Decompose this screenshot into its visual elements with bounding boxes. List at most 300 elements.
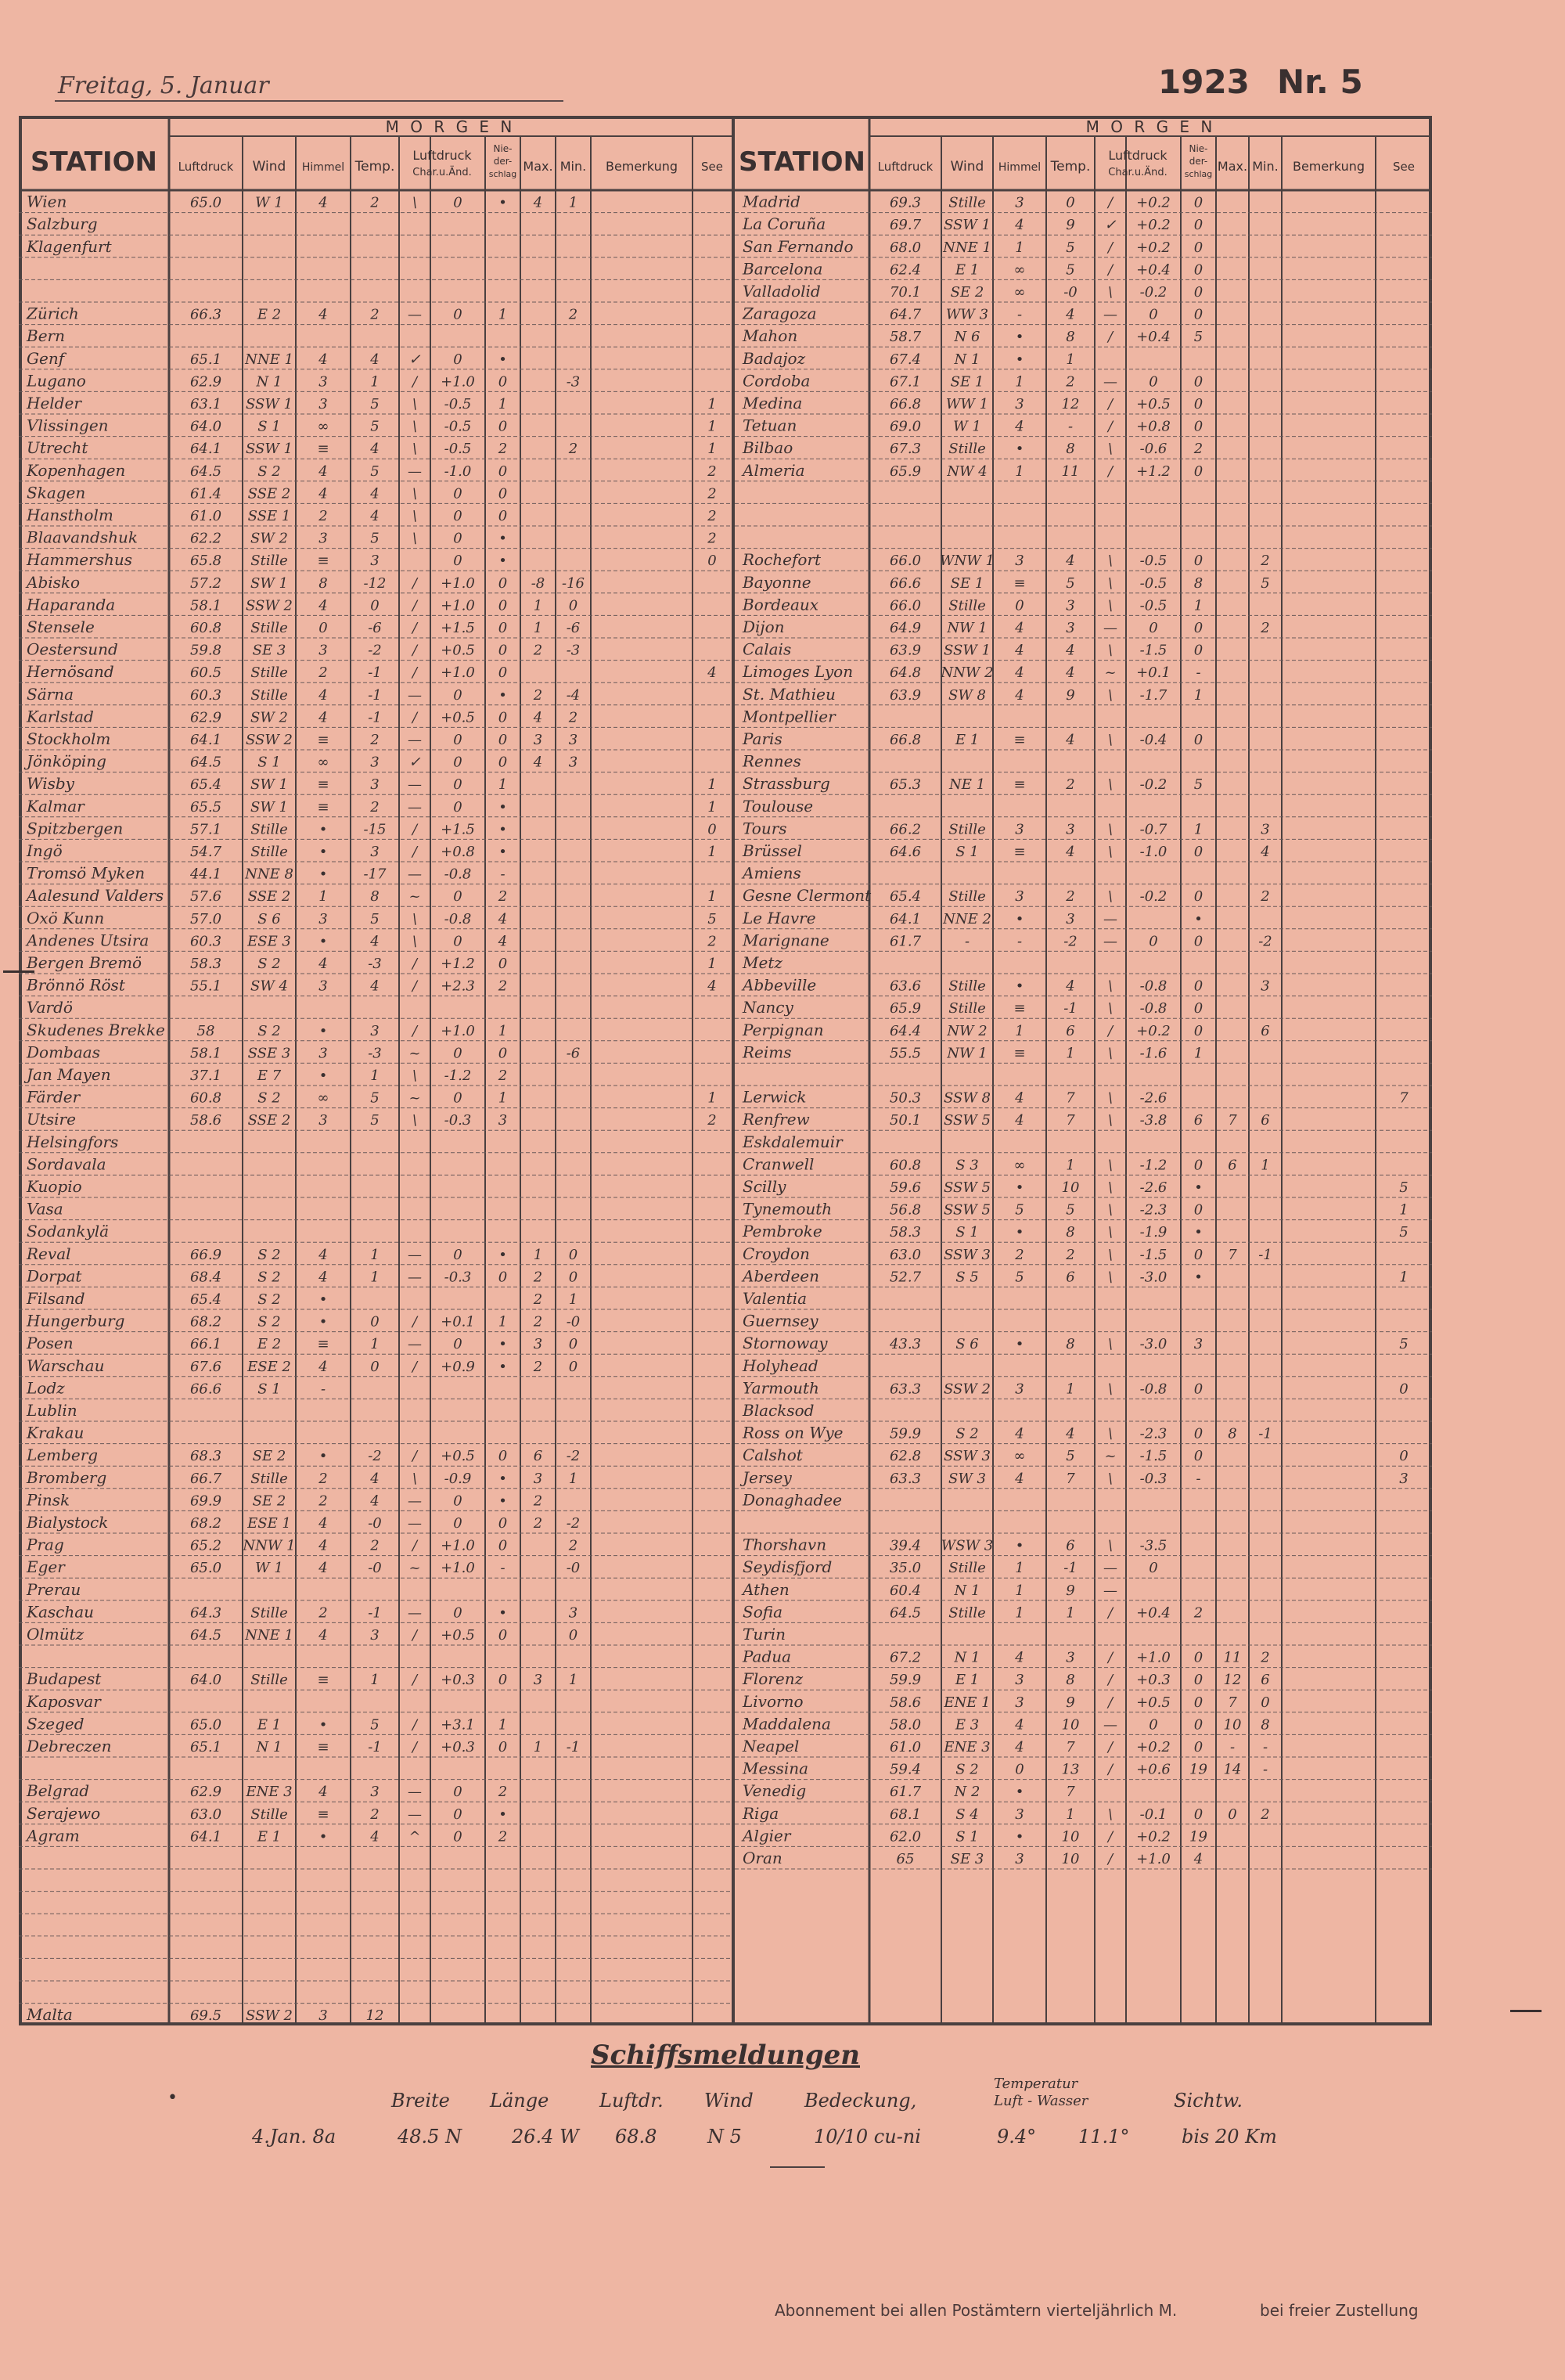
right-cell-luftdruck: 60.8: [889, 1157, 922, 1174]
left-cell-station: Stensele: [27, 618, 95, 636]
left-cell-luftdruck: 62.9: [189, 1784, 222, 1801]
right-cell-min: 6: [1261, 1112, 1270, 1129]
left-cell-station: Posen: [27, 1334, 74, 1353]
right-cell-charval: 0: [1149, 306, 1158, 323]
right-cell-luftdruck: 59.6: [889, 1179, 922, 1196]
left-cell-wind: SSW 1: [245, 441, 293, 458]
right-cell-luftdruck: 59.9: [889, 1425, 922, 1442]
right-cell-charval: +0.2: [1136, 194, 1171, 211]
right-cell-nieder: 0: [1193, 1806, 1203, 1823]
left-cell-luftdruck: 57.1: [189, 821, 222, 838]
left-cell-min: -6: [566, 1045, 581, 1062]
left-cell-luftdruck: 61.4: [189, 485, 222, 502]
right-cell-nieder: -: [1196, 664, 1201, 682]
left-cell-charval: +3.1: [441, 1716, 475, 1734]
left-cell-nieder: 1: [498, 1313, 508, 1330]
right-cell-temp: 7: [1066, 1112, 1075, 1129]
left-cell-min: 2: [568, 306, 578, 323]
right-cell-luftdruck: 63.9: [889, 642, 922, 659]
left-cell-charand: /: [412, 844, 418, 860]
right-cell-himmel: 3: [1015, 1381, 1024, 1398]
right-cell-station: Lerwick: [743, 1087, 807, 1107]
left-cell-temp: 4: [370, 485, 380, 502]
right-cell-luftdruck: 64.1: [889, 910, 922, 927]
left-cell-temp: 0: [370, 597, 380, 614]
left-cell-charval: 0: [453, 1045, 462, 1062]
right-cell-nieder: 0: [1193, 239, 1203, 256]
right-cell-max: 14: [1223, 1761, 1242, 1778]
right-cell-charval: +0.2: [1136, 1739, 1171, 1755]
left-cell-min: 3: [568, 1604, 578, 1622]
right-cell-min: -: [1262, 1761, 1268, 1778]
left-cell-max: 2: [533, 1269, 543, 1286]
right-cell-nieder: 0: [1193, 463, 1203, 480]
right-cell-wind: SSW 5: [943, 1179, 991, 1196]
right-cell-charval: 0: [1149, 1716, 1158, 1734]
left-cell-luftdruck: 55.1: [189, 978, 222, 995]
right-cell-charval: -0.8: [1139, 1000, 1167, 1017]
left-cell-luftdruck: 64.1: [189, 441, 222, 458]
left-luftdruck-header: Luftdruck: [178, 160, 234, 174]
left-himmel-header: Himmel: [301, 161, 345, 174]
left-cell-charand: /: [412, 1739, 418, 1755]
right-cell-wind: SW 3: [948, 1470, 987, 1487]
right-cell-nieder: 1: [1193, 821, 1203, 838]
left-cell-station: Wien: [27, 192, 67, 211]
right-cell-station: Turin: [743, 1625, 786, 1644]
left-cell-charval: 0: [453, 1336, 462, 1353]
left-cell-charand: /: [412, 1627, 418, 1644]
page-header: [0, 0, 1565, 117]
left-cell-charand: /: [412, 642, 418, 659]
right-cell-see: 5: [1399, 1336, 1408, 1353]
left-cell-wind: S 2: [257, 1022, 281, 1039]
right-cell-charand: /: [1107, 329, 1113, 346]
right-cell-temp: 4: [1066, 978, 1075, 995]
left-station-table: [19, 116, 732, 2025]
right-cell-wind: SSW 3: [943, 1246, 991, 1263]
left-nieder-a: Nie-: [493, 143, 513, 154]
left-cell-charand: \: [412, 396, 418, 412]
right-cell-himmel: •: [1015, 1336, 1024, 1353]
right-cell-temp: 8: [1066, 1336, 1075, 1353]
right-cell-charand: \: [1107, 1179, 1113, 1196]
right-cell-station: Nancy: [743, 998, 793, 1017]
right-cell-luftdruck: 67.4: [889, 351, 922, 368]
left-cell-charval: +0.9: [441, 1358, 475, 1375]
left-cell-luftdruck: 60.5: [189, 664, 222, 682]
left-cell-nieder: 4: [498, 910, 508, 927]
right-cell-charand: \: [1107, 1269, 1113, 1286]
left-cell-wind: ESE 1: [247, 1515, 291, 1532]
left-cell-nieder: •: [498, 1358, 507, 1375]
left-cell-temp: 0: [370, 1358, 380, 1375]
right-cell-wind: SW 8: [948, 686, 987, 704]
left-cell-station: Skudenes Brekke: [27, 1020, 165, 1039]
left-cell-charval: 0: [453, 732, 462, 748]
left-cell-station: Prerau: [27, 1579, 81, 1599]
right-bemerkung-header: Bemerkung: [1292, 159, 1365, 174]
right-cell-luftdruck: 66.8: [889, 732, 922, 748]
right-cell-charand: \: [1107, 1045, 1113, 1062]
left-cell-station: Kalmar: [27, 796, 85, 816]
left-cell-nieder: •: [498, 798, 507, 816]
left-cell-temp: 5: [370, 1089, 380, 1107]
right-cell-charval: -1.9: [1139, 1224, 1167, 1241]
left-cell-charval: +1.0: [441, 664, 475, 682]
left-cell-nieder: 0: [498, 1448, 508, 1465]
left-cell-temp: -2: [368, 642, 382, 659]
left-cell-wind: Stille: [250, 1806, 288, 1823]
right-cell-station: Livorno: [743, 1691, 804, 1711]
left-cell-temp: 8: [370, 888, 380, 906]
left-cell-charval: +1.0: [441, 373, 475, 391]
right-wind-header: Wind: [950, 159, 984, 175]
left-cell-station: Helsingfors: [27, 1132, 119, 1151]
left-cell-luftdruck: 65.0: [189, 1560, 222, 1577]
right-cell-himmel: 4: [1015, 642, 1024, 659]
right-cell-luftdruck: 43.3: [889, 1336, 922, 1353]
left-cell-wind: NNE 1: [245, 351, 293, 368]
right-cell-charand: \: [1107, 597, 1113, 614]
right-cell-temp: 10: [1061, 1851, 1080, 1867]
right-cell-charand: —: [1103, 1582, 1117, 1599]
footer-delivery: bei freier Zustellung: [1260, 2301, 1419, 2320]
right-cell-temp: 4: [1066, 732, 1075, 748]
right-cell-wind: S 5: [955, 1269, 979, 1286]
right-cell-station: Valentia: [743, 1289, 808, 1308]
right-cell-himmel: ≡: [1013, 1045, 1026, 1062]
left-temp-header: Temp.: [354, 159, 395, 175]
right-cell-himmel: 3: [1015, 1851, 1024, 1867]
left-cell-luftdruck: 69.5: [189, 2007, 222, 2025]
left-cell-himmel: -: [320, 1381, 326, 1398]
left-cell-himmel: ≡: [317, 732, 329, 748]
right-cell-nieder: 8: [1193, 574, 1203, 592]
right-cell-luftdruck: 58.7: [889, 329, 922, 346]
left-cell-charval: 0: [453, 306, 462, 323]
left-cell-wind: Stille: [250, 686, 288, 704]
right-cell-nieder: 5: [1193, 329, 1203, 346]
right-cell-nieder: 19: [1189, 1761, 1207, 1778]
right-cell-himmel: 1: [1015, 1560, 1024, 1577]
left-cell-charval: 0: [453, 1828, 462, 1845]
right-cell-wind: S 3: [955, 1157, 979, 1174]
left-cell-station: Hungerburg: [27, 1311, 125, 1330]
left-cell-nieder: 0: [498, 418, 508, 435]
right-temp-header: Temp.: [1050, 159, 1091, 175]
right-cell-charand: /: [1107, 1739, 1113, 1755]
left-nieder-c: schlag: [488, 169, 517, 179]
left-cell-himmel: •: [318, 1068, 328, 1084]
right-cell-luftdruck: 58.0: [889, 1716, 922, 1734]
right-cell-luftdruck: 69.0: [889, 418, 922, 435]
left-cell-station: Warschau: [27, 1356, 105, 1375]
left-cell-see: 1: [707, 888, 717, 906]
right-cell-station: La Coruña: [743, 214, 826, 234]
right-cell-temp: 7: [1066, 1784, 1075, 1801]
right-cell-station: Cranwell: [743, 1154, 815, 1174]
right-cell-see: 5: [1399, 1224, 1408, 1241]
right-cell-himmel: 1: [1015, 373, 1024, 391]
left-cell-min: -1: [566, 1739, 581, 1755]
right-cell-himmel: 2: [1015, 1246, 1024, 1263]
ship-value-date: 4.Jan. 8a: [252, 2126, 336, 2148]
right-cell-wind: N 1: [954, 1649, 980, 1666]
right-cell-see: 3: [1399, 1470, 1408, 1487]
right-cell-charand: /: [1107, 1851, 1113, 1867]
left-cell-charand: \: [412, 530, 418, 547]
left-morgen-header: M O R G E N: [385, 117, 516, 136]
right-cell-charval: +0.4: [1136, 261, 1171, 279]
right-cell-temp: 1: [1066, 1157, 1075, 1174]
right-cell-station: Toulouse: [743, 796, 814, 816]
right-cell-charval: -2.3: [1139, 1425, 1167, 1442]
left-cell-charand: /: [412, 1672, 418, 1689]
left-cell-charand: —: [408, 1806, 422, 1823]
left-cell-himmel: 4: [318, 1246, 328, 1263]
right-cell-himmel: •: [1015, 1537, 1024, 1554]
left-cell-charval: -0.5: [444, 418, 472, 435]
right-cell-himmel: -: [1016, 306, 1023, 323]
right-cell-himmel: 4: [1015, 686, 1024, 704]
ship-header-breite: Breite: [391, 2090, 450, 2112]
left-cell-charval: 0: [453, 1604, 462, 1622]
right-cell-temp: 3: [1066, 597, 1075, 614]
right-cell-wind: S 1: [955, 844, 979, 860]
left-cell-max: 6: [533, 1448, 543, 1465]
left-cell-temp: 1: [370, 1336, 380, 1353]
left-cell-temp: 2: [370, 732, 380, 748]
right-cell-nieder: 0: [1193, 306, 1203, 323]
left-cell-see: 1: [707, 844, 717, 860]
right-cell-charand: \: [1107, 1157, 1113, 1174]
left-cell-nieder: •: [498, 1336, 507, 1353]
right-cell-temp: 7: [1066, 1739, 1075, 1755]
left-cell-min: 0: [568, 1336, 578, 1353]
right-cell-charand: \: [1107, 776, 1113, 794]
right-cell-station: Cordoba: [743, 371, 811, 391]
right-cell-himmel: 1: [1015, 1022, 1024, 1039]
right-cell-charval: -1.7: [1139, 686, 1167, 704]
left-cell-max: 2: [533, 686, 543, 704]
left-cell-charand: —: [408, 1515, 422, 1532]
left-wind-header: Wind: [252, 159, 286, 175]
right-cell-charand: \: [1107, 1537, 1113, 1554]
left-cell-charval: +0.5: [441, 642, 475, 659]
right-cell-wind: Stille: [948, 821, 986, 838]
right-cell-min: -: [1262, 1739, 1268, 1755]
right-cell-temp: 12: [1061, 396, 1080, 412]
right-cell-nieder: 0: [1193, 1246, 1203, 1263]
right-cell-himmel: •: [1015, 1224, 1024, 1241]
right-cell-luftdruck: 68.1: [889, 1806, 922, 1823]
left-cell-charand: \: [412, 508, 418, 524]
right-cell-station: Calshot: [743, 1446, 803, 1465]
left-cell-himmel: 4: [318, 194, 328, 211]
left-cell-charand: ✓: [408, 754, 421, 771]
right-cell-temp: 9: [1066, 686, 1075, 704]
right-cell-charand: \: [1107, 1000, 1113, 1017]
right-cell-luftdruck: 70.1: [889, 284, 922, 301]
left-cell-charand: \: [412, 441, 418, 458]
left-cell-himmel: 2: [318, 664, 328, 682]
right-cell-himmel: ≡: [1013, 1000, 1026, 1017]
right-cell-temp: 1: [1066, 1381, 1075, 1398]
right-cell-wind: ENE 3: [944, 1739, 991, 1755]
left-cell-nieder: -: [500, 1560, 505, 1577]
left-cell-himmel: 2: [318, 1470, 328, 1487]
left-cell-max: 1: [533, 1739, 543, 1755]
left-cell-temp: -1: [368, 709, 382, 726]
right-cell-station: Venedig: [743, 1781, 807, 1801]
right-cell-luftdruck: 58.6: [889, 1694, 922, 1711]
right-cell-temp: 10: [1061, 1179, 1080, 1196]
left-cell-max: 3: [533, 732, 543, 748]
date-text: Freitag, 5. Januar: [58, 72, 269, 99]
right-cell-station: Seydisfjord: [743, 1557, 833, 1577]
left-cell-nieder: •: [498, 1806, 507, 1823]
right-cell-station: Pembroke: [743, 1222, 822, 1241]
right-cell-min: 2: [1261, 620, 1270, 636]
left-cell-himmel: 3: [318, 373, 328, 391]
left-cell-luftdruck: 58.1: [189, 1045, 222, 1062]
right-cell-luftdruck: 65.9: [889, 1000, 922, 1017]
right-cell-temp: 3: [1066, 910, 1075, 927]
left-cell-himmel: ≡: [317, 441, 329, 458]
left-cell-station: Stockholm: [27, 729, 111, 748]
right-cell-station: Florenz: [743, 1669, 804, 1689]
right-cell-temp: 1: [1066, 1604, 1075, 1622]
right-cell-temp: 0: [1066, 194, 1075, 211]
right-cell-wind: SSW 1: [943, 642, 991, 659]
left-cell-charand: —: [408, 463, 422, 480]
left-cell-luftdruck: 69.9: [189, 1492, 222, 1510]
right-cell-temp: 4: [1066, 664, 1075, 682]
left-cell-wind: NNE 8: [245, 866, 293, 883]
left-cell-nieder: •: [498, 1604, 507, 1622]
left-cell-nieder: 0: [498, 463, 508, 480]
left-cell-station: Bialystock: [27, 1513, 109, 1532]
left-cell-temp: -15: [363, 821, 387, 838]
left-cell-see: 2: [707, 1112, 717, 1129]
right-cell-charand: \: [1107, 821, 1113, 838]
left-cell-charand: —: [408, 1336, 422, 1353]
right-cell-charval: -1.5: [1139, 1448, 1167, 1465]
left-cell-charand: \: [412, 1112, 418, 1129]
left-cell-himmel: •: [318, 1828, 328, 1845]
left-cell-charval: 0: [453, 530, 462, 547]
left-cell-wind: Stille: [250, 1470, 288, 1487]
left-cell-station: Budapest: [27, 1669, 102, 1689]
right-cell-charval: +0.3: [1136, 1672, 1171, 1689]
left-cell-station: Bromberg: [27, 1467, 107, 1487]
left-cell-station: Tromsö Myken: [27, 863, 146, 883]
left-cell-station: Utrecht: [27, 438, 88, 458]
left-cell-charval: 0: [453, 888, 462, 906]
right-cell-charand: \: [1107, 844, 1113, 860]
left-cell-luftdruck: 65.8: [189, 553, 222, 570]
right-cell-luftdruck: 69.7: [889, 217, 922, 234]
right-cell-charand: —: [1103, 620, 1117, 636]
right-cell-charand: \: [1107, 1470, 1113, 1487]
right-cell-luftdruck: 64.7: [889, 306, 922, 323]
left-cell-charval: -0.9: [444, 1470, 472, 1487]
left-cell-max: 2: [533, 1515, 543, 1532]
right-cell-charand: /: [1107, 261, 1113, 279]
left-cell-temp: 4: [370, 1492, 380, 1510]
right-cell-himmel: •: [1015, 1784, 1024, 1801]
left-cell-max: 2: [533, 1313, 543, 1330]
right-cell-max: 11: [1223, 1649, 1242, 1666]
left-cell-wind: W 1: [255, 194, 283, 211]
left-cell-charand: /: [412, 1448, 418, 1465]
left-cell-min: 0: [568, 1269, 578, 1286]
left-cell-himmel: •: [318, 1022, 328, 1039]
left-cell-station: Dorpat: [27, 1266, 82, 1286]
left-cell-see: 1: [707, 441, 717, 458]
left-cell-min: 2: [568, 441, 578, 458]
left-cell-luftdruck: 64.0: [189, 418, 222, 435]
left-cell-wind: S 2: [257, 463, 281, 480]
left-cell-luftdruck: 64.5: [189, 1627, 222, 1644]
left-cell-charand: ~: [408, 1045, 421, 1062]
right-cell-wind: WSW 3: [941, 1537, 994, 1554]
right-cell-nieder: 5: [1193, 776, 1203, 794]
ship-value-wind: N 5: [707, 2126, 742, 2148]
edge-mark: [1510, 2010, 1542, 2012]
right-cell-nieder: 0: [1193, 1649, 1203, 1666]
left-cell-charand: \: [412, 194, 418, 211]
right-cell-min: 2: [1261, 888, 1270, 906]
left-cell-wind: SSW 2: [245, 2007, 293, 2025]
right-cell-max: 7: [1228, 1694, 1237, 1711]
left-cell-wind: Stille: [250, 1672, 288, 1689]
left-cell-luftdruck: 68.2: [189, 1515, 222, 1532]
right-cell-wind: NNW 2: [941, 664, 994, 682]
left-cell-himmel: •: [318, 1291, 328, 1308]
left-cell-charval: +0.1: [441, 1313, 475, 1330]
left-cell-station: Salzburg: [27, 214, 98, 234]
right-cell-wind: SSW 3: [943, 1448, 991, 1465]
right-morgen-header: M O R G E N: [1085, 117, 1216, 136]
right-cell-min: 5: [1261, 574, 1270, 592]
right-cell-wind: N 6: [954, 329, 980, 346]
left-cell-wind: N 1: [256, 1739, 282, 1755]
right-cell-charval: -0.1: [1139, 1806, 1167, 1823]
right-cell-charval: -3.0: [1139, 1336, 1167, 1353]
left-cell-wind: Stille: [250, 664, 288, 682]
right-cell-luftdruck: 60.4: [889, 1582, 922, 1599]
left-cell-nieder: 1: [498, 306, 508, 323]
right-cell-temp: -1: [1063, 1560, 1078, 1577]
left-cell-temp: 3: [370, 1022, 380, 1039]
left-cell-see: 1: [707, 956, 717, 972]
right-cell-min: 6: [1261, 1022, 1270, 1039]
left-cell-himmel: 3: [318, 2007, 328, 2025]
left-cell-himmel: 4: [318, 597, 328, 614]
right-cell-nieder: 0: [1193, 933, 1203, 950]
right-cell-himmel: 4: [1015, 1112, 1024, 1129]
left-cell-see: 1: [707, 776, 717, 794]
right-cell-luftdruck: 65.9: [889, 463, 922, 480]
right-cell-wind: SE 1: [950, 373, 984, 391]
right-cell-wind: S 1: [955, 1828, 979, 1845]
left-cell-luftdruck: 60.8: [189, 620, 222, 636]
left-cell-nieder: •: [498, 530, 507, 547]
right-cell-himmel: 5: [1015, 1201, 1024, 1219]
right-cell-charval: +0.4: [1136, 329, 1171, 346]
